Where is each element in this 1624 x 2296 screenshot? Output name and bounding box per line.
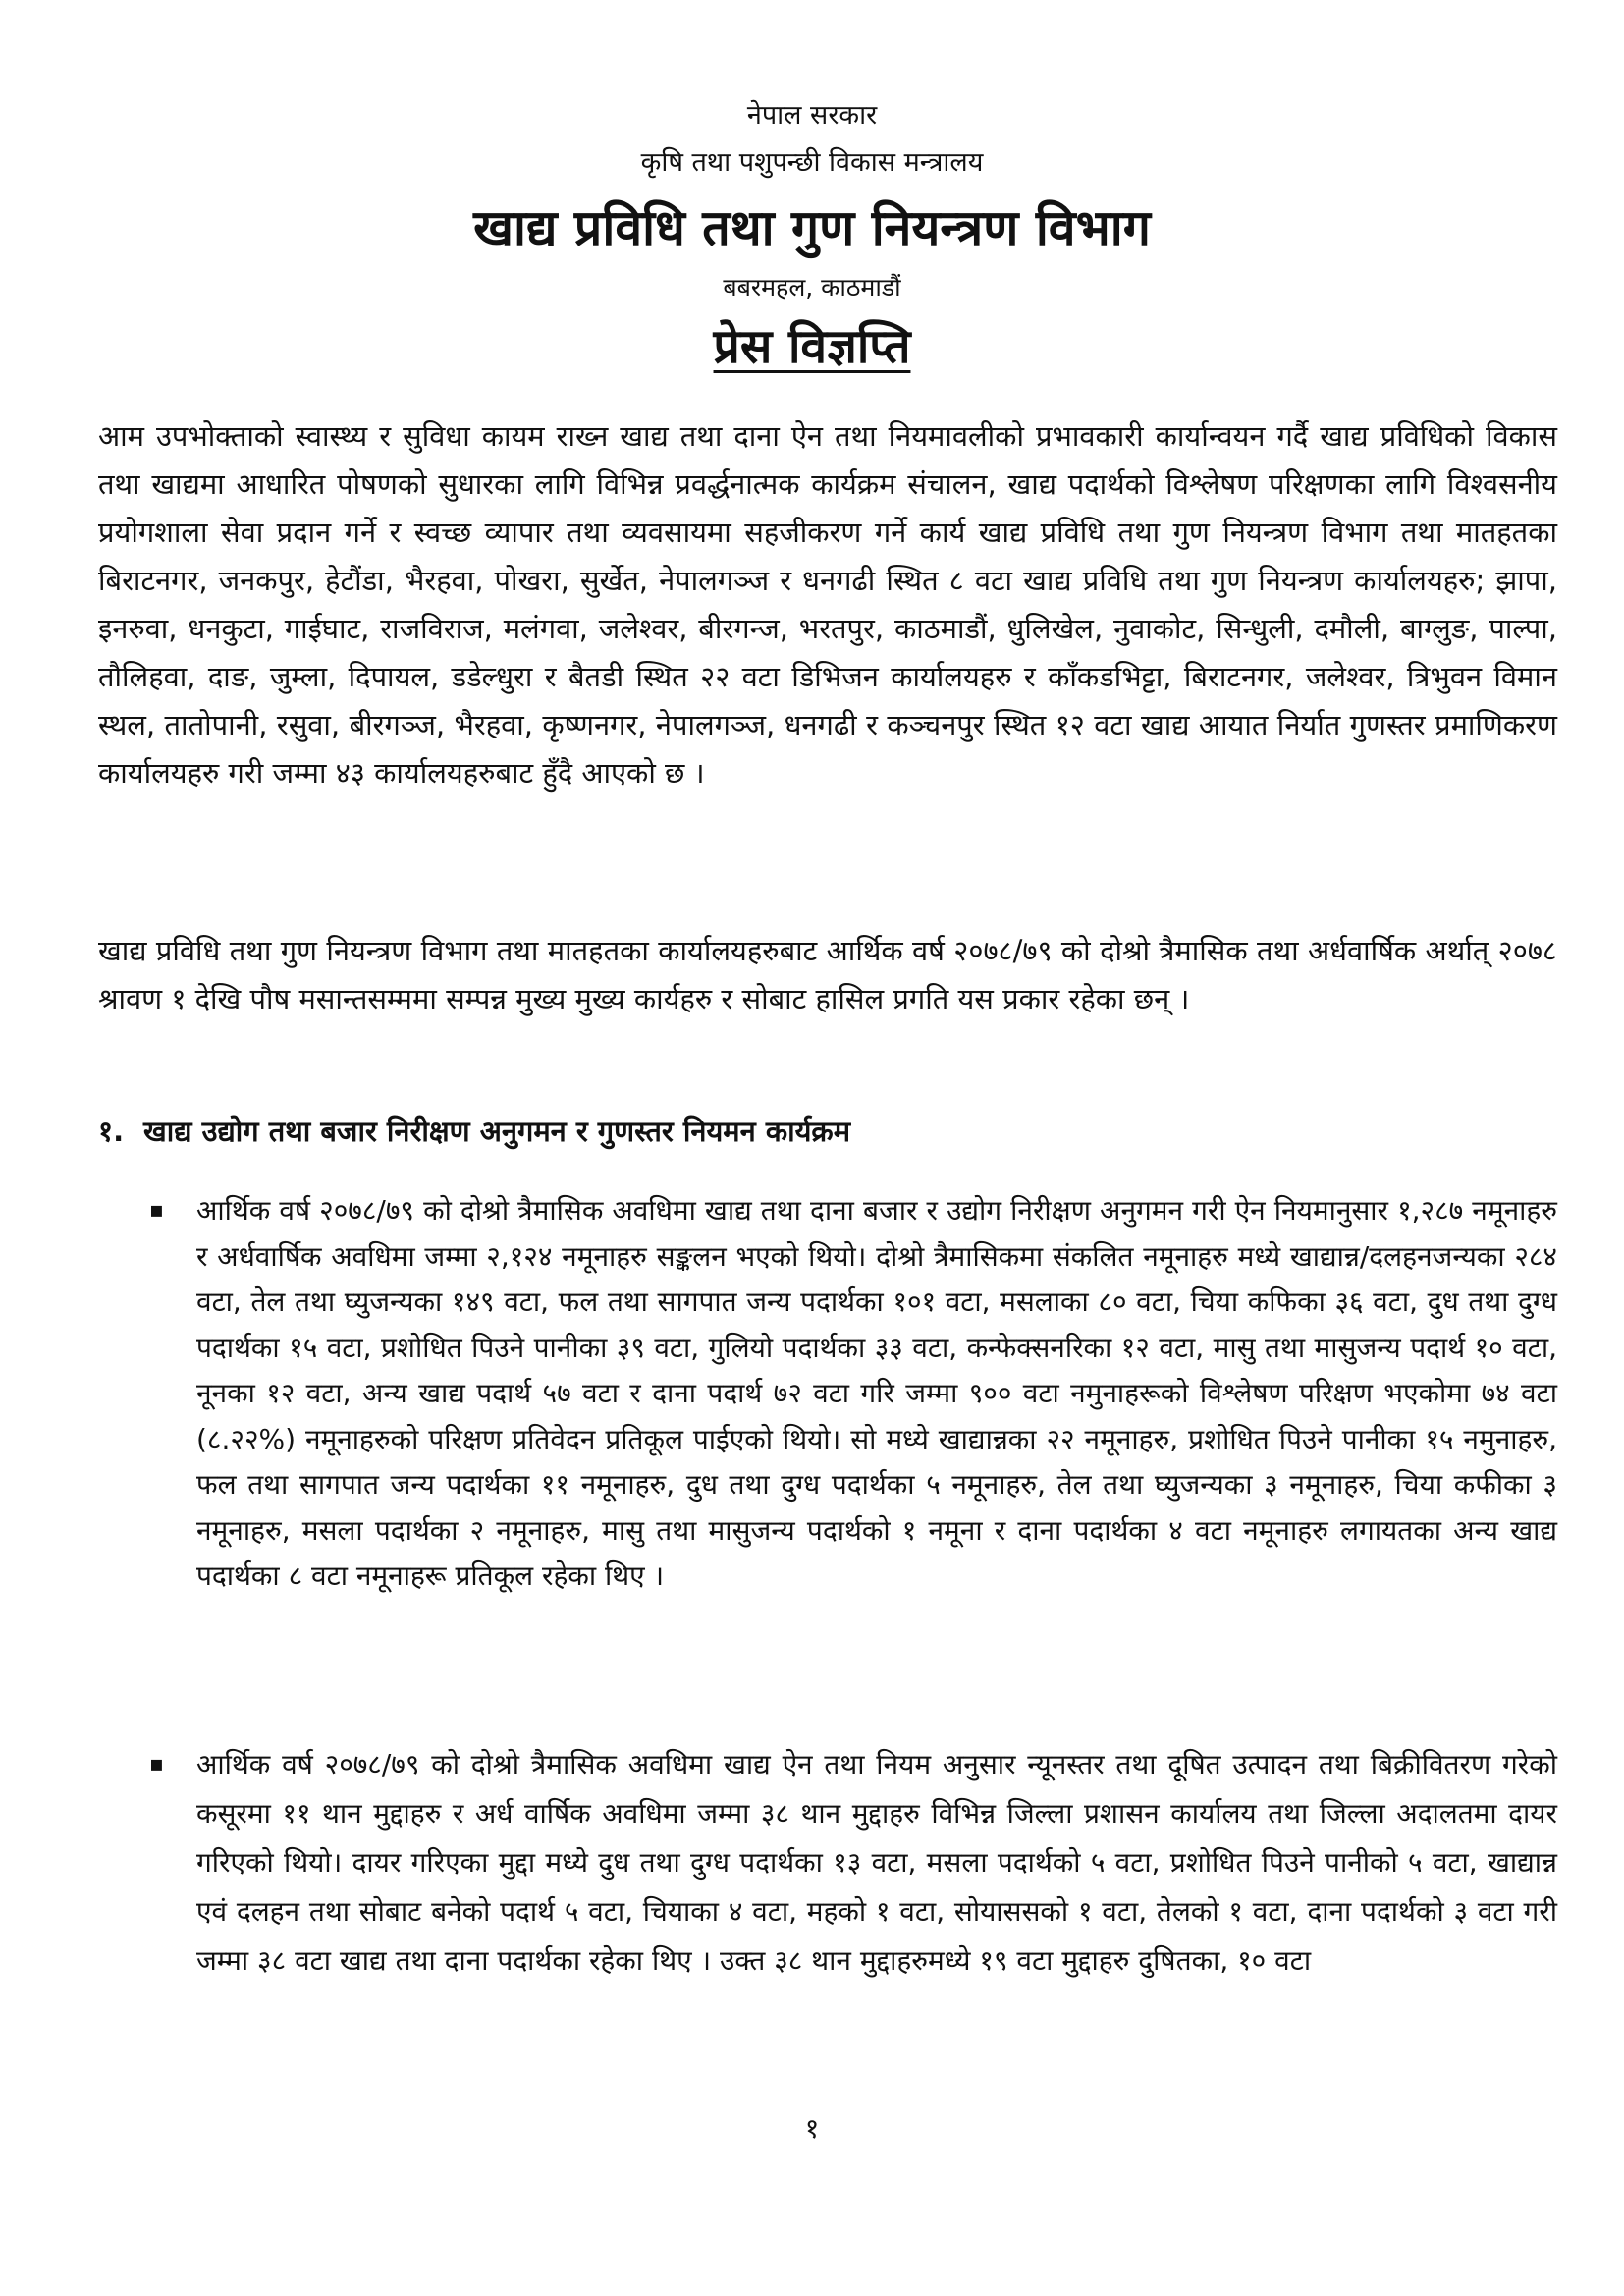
intro-paragraph-1: आम उपभोक्ताको स्वास्थ्य र सुविधा कायम राख्न खाद्य तथा दाना ऐन तथा नियमावलीको प्रभावकारी कार्यान्वयन गर्दै खाद्य प्रविधिको विकास तथा खाद्यमा आधारित पोषणको सुधारका लागि विभिन्न प्रवर्द्धनात्मक कार्यक्रम संचालन, खाद्य पदार्थको विश्लेषण परिक्षणका लागि विश्वसनीय प्रयोगशाला सेवा प्रदान गर्ने र स्वच्छ व्यापार तथा व्यवसायमा सहजीकरण गर्ने कार्य खाद्य प्रविधि तथा गुण नियन्त्रण विभाग तथा मातहतका बिराटनगर, जनकपुर, हेटौंडा, भैरहवा, पोखरा, सुर्खेत, नेपालगञ्ज र धनगढी स्थित ८ वटा खाद्य प्रविधि तथा गुण नियन्त्रण कार्यालयहरु; झापा, इनरुवा, धनकुटा, गाईघाट, राजविराज, मलंगवा, जलेश्वर, बीरगन्ज, भरतपुर, काठमाडौं, धुलिखेल, नुवाकोट, सिन्धुली, दमौली, बाग्लुङ, पाल्पा, तौलिहवा, दाङ, जुम्ला, दिपायल, डडेल्धुरा र बैतडी स्थित २२ वटा डिभिजन कार्यालयहरु र काँकडभिट्टा, बिराटनगर, जलेश्वर, त्रिभुवन विमान स्थल, तातोपानी, रसुवा, बीरगञ्ज, भैरहवा, कृष्णनगर, नेपालगञ्ज, धनगढी र कञ्चनपुर स्थित १२ वटा खाद्य आयात निर्यात गुणस्तर प्रमाणिकरण कार्यालयहरु गरी जम्मा ४३ कार्यालयहरुबाट हुँदै आएको छ । xyxy=(98,419,1557,790)
press-release-title-text: प्रेस विज्ञप्ति xyxy=(713,319,911,374)
bullet-item xyxy=(149,1740,1557,1986)
ministry-name: कृषि तथा पशुपन्छी विकास मन्त्रालय xyxy=(640,147,984,178)
bullet-square-icon: ▪ xyxy=(149,1752,164,1777)
press-release-title xyxy=(0,316,1624,377)
government-name: नेपाल सरकार xyxy=(746,100,878,131)
department-name: खाद्य प्रविधि तथा गुण नियन्त्रण विभाग xyxy=(473,199,1151,256)
section-1-heading xyxy=(98,1110,1557,1153)
bullet-square-icon: ▪ xyxy=(149,1198,164,1223)
page-number: १ xyxy=(804,2112,820,2145)
bullet-text: आर्थिक वर्ष २०७८/७९ को दोश्रो त्रैमासिक अवधिमा खाद्य तथा दाना बजार र उद्योग निरीक्षण अनुगमन गरी ऐन नियमानुसार १,२८७ नमूनाहरु र अर्धवार्षिक अवधिमा जम्मा २,१२४ नमूनाहरु सङ्कलन भएको थियो। दोश्रो त्रैमासिकमा संकलित नमूनाहरु मध्ये खाद्यान्न/दलहनजन्यका २८४ वटा, तेल तथा घ्युजन्यका १४९ वटा, फल तथा सागपात जन्य पदार्थका १०१ वटा, मसलाका ८० वटा, चिया कफिका ३६ वटा, दुध तथा दुग्ध पदार्थका १५ वटा, प्रशोधित पिउने पानीका ३९ वटा, गुलियो पदार्थका ३३ वटा, कन्फेक्सनरिका १२ वटा, मासु तथा मासुजन्य पदार्थ १० वटा, नूनका १२ वटा, अन्य खाद्य पदार्थ ५७ वटा र दाना पदार्थ ७२ वटा गरि जम्मा ९०० वटा नमुनाहरूको विश्लेषण परिक्षण भएकोमा ७४ वटा (८.२२%) नमूनाहरुको परिक्षण प्रतिवेदन प्रतिकूल पाईएको थियो। सो मध्ये खाद्यान्नका २२ नमूनाहरु, प्रशोधित पिउने पानीका १५ नमुनाहरु, फल तथा सागपात जन्य पदार्थका ११ नमूनाहरु, दुध तथा दुग्ध पदार्थका ५ नमूनाहरु, तेल तथा घ्युजन्यका ३ नमूनाहरु, चिया कफीका ३ नमूनाहरु, मसला पदार्थका २ नमूनाहरु, मासु तथा मासुजन्य पदार्थको १ नमूना र दाना पदार्थका ४ वटा नमूनाहरु लगायतका अन्य खाद्य पदार्थका ८ वटा नमूनाहरू प्रतिकूल रहेका थिए । xyxy=(196,1194,1557,1592)
bullet-item xyxy=(149,1188,1557,1600)
section-1-title: खाद्य उद्योग तथा बजार निरीक्षण अनुगमन र गुणस्तर नियमन कार्यक्रम xyxy=(143,1115,851,1148)
bullet-text: आर्थिक वर्ष २०७८/७९ को दोश्रो त्रैमासिक अवधिमा खाद्य ऐन तथा नियम अनुसार न्यूनस्तर तथा दूषित उत्पादन तथा बिक्रीवितरण गरेको कसूरमा ११ थान मुद्दाहरु र अर्ध वार्षिक अवधिमा जम्मा ३८ थान मुद्दाहरु विभिन्न जिल्ला प्रशासन कार्यालय तथा जिल्ला अदालतमा दायर गरिएको थियो। दायर गरिएका मुद्दा मध्ये दुध तथा दुग्ध पदार्थका १३ वटा, मसला पदार्थको ५ वटा, प्रशोधित पिउने पानीको ५ वटा, खाद्यान्न एवं दलहन तथा सोबाट बनेको पदार्थ ५ वटा, चियाका ४ वटा, महको १ वटा, सोयाससको १ वटा, तेलको १ वटा, दाना पदार्थको ३ वटा गरी जम्मा ३८ वटा खाद्य तथा दाना पदार्थका रहेका थिए । उक्त ३८ थान मुद्दाहरुमध्ये १९ वटा मुद्दाहरु दुषितका, १० वटा xyxy=(196,1748,1557,1977)
intro-paragraph-2: खाद्य प्रविधि तथा गुण नियन्त्रण विभाग तथा मातहतका कार्यालयहरुबाट आर्थिक वर्ष २०७८/७९ को दोश्रो त्रैमासिक तथा अर्धवार्षिक अर्थात् २०७८ श्रावण १ देखि पौष मसान्तसम्ममा सम्पन्न मुख्य मुख्य कार्यहरु र सोबाट हासिल प्रगति यस प्रकार रहेका छन् । xyxy=(98,934,1557,1015)
department-address: बबरमहल, काठमाडौं xyxy=(723,273,901,301)
section-1-number: १. xyxy=(98,1115,125,1148)
section-1-bullet-list-b xyxy=(149,1740,1557,1986)
section-1-bullet-list-a xyxy=(149,1188,1557,1600)
